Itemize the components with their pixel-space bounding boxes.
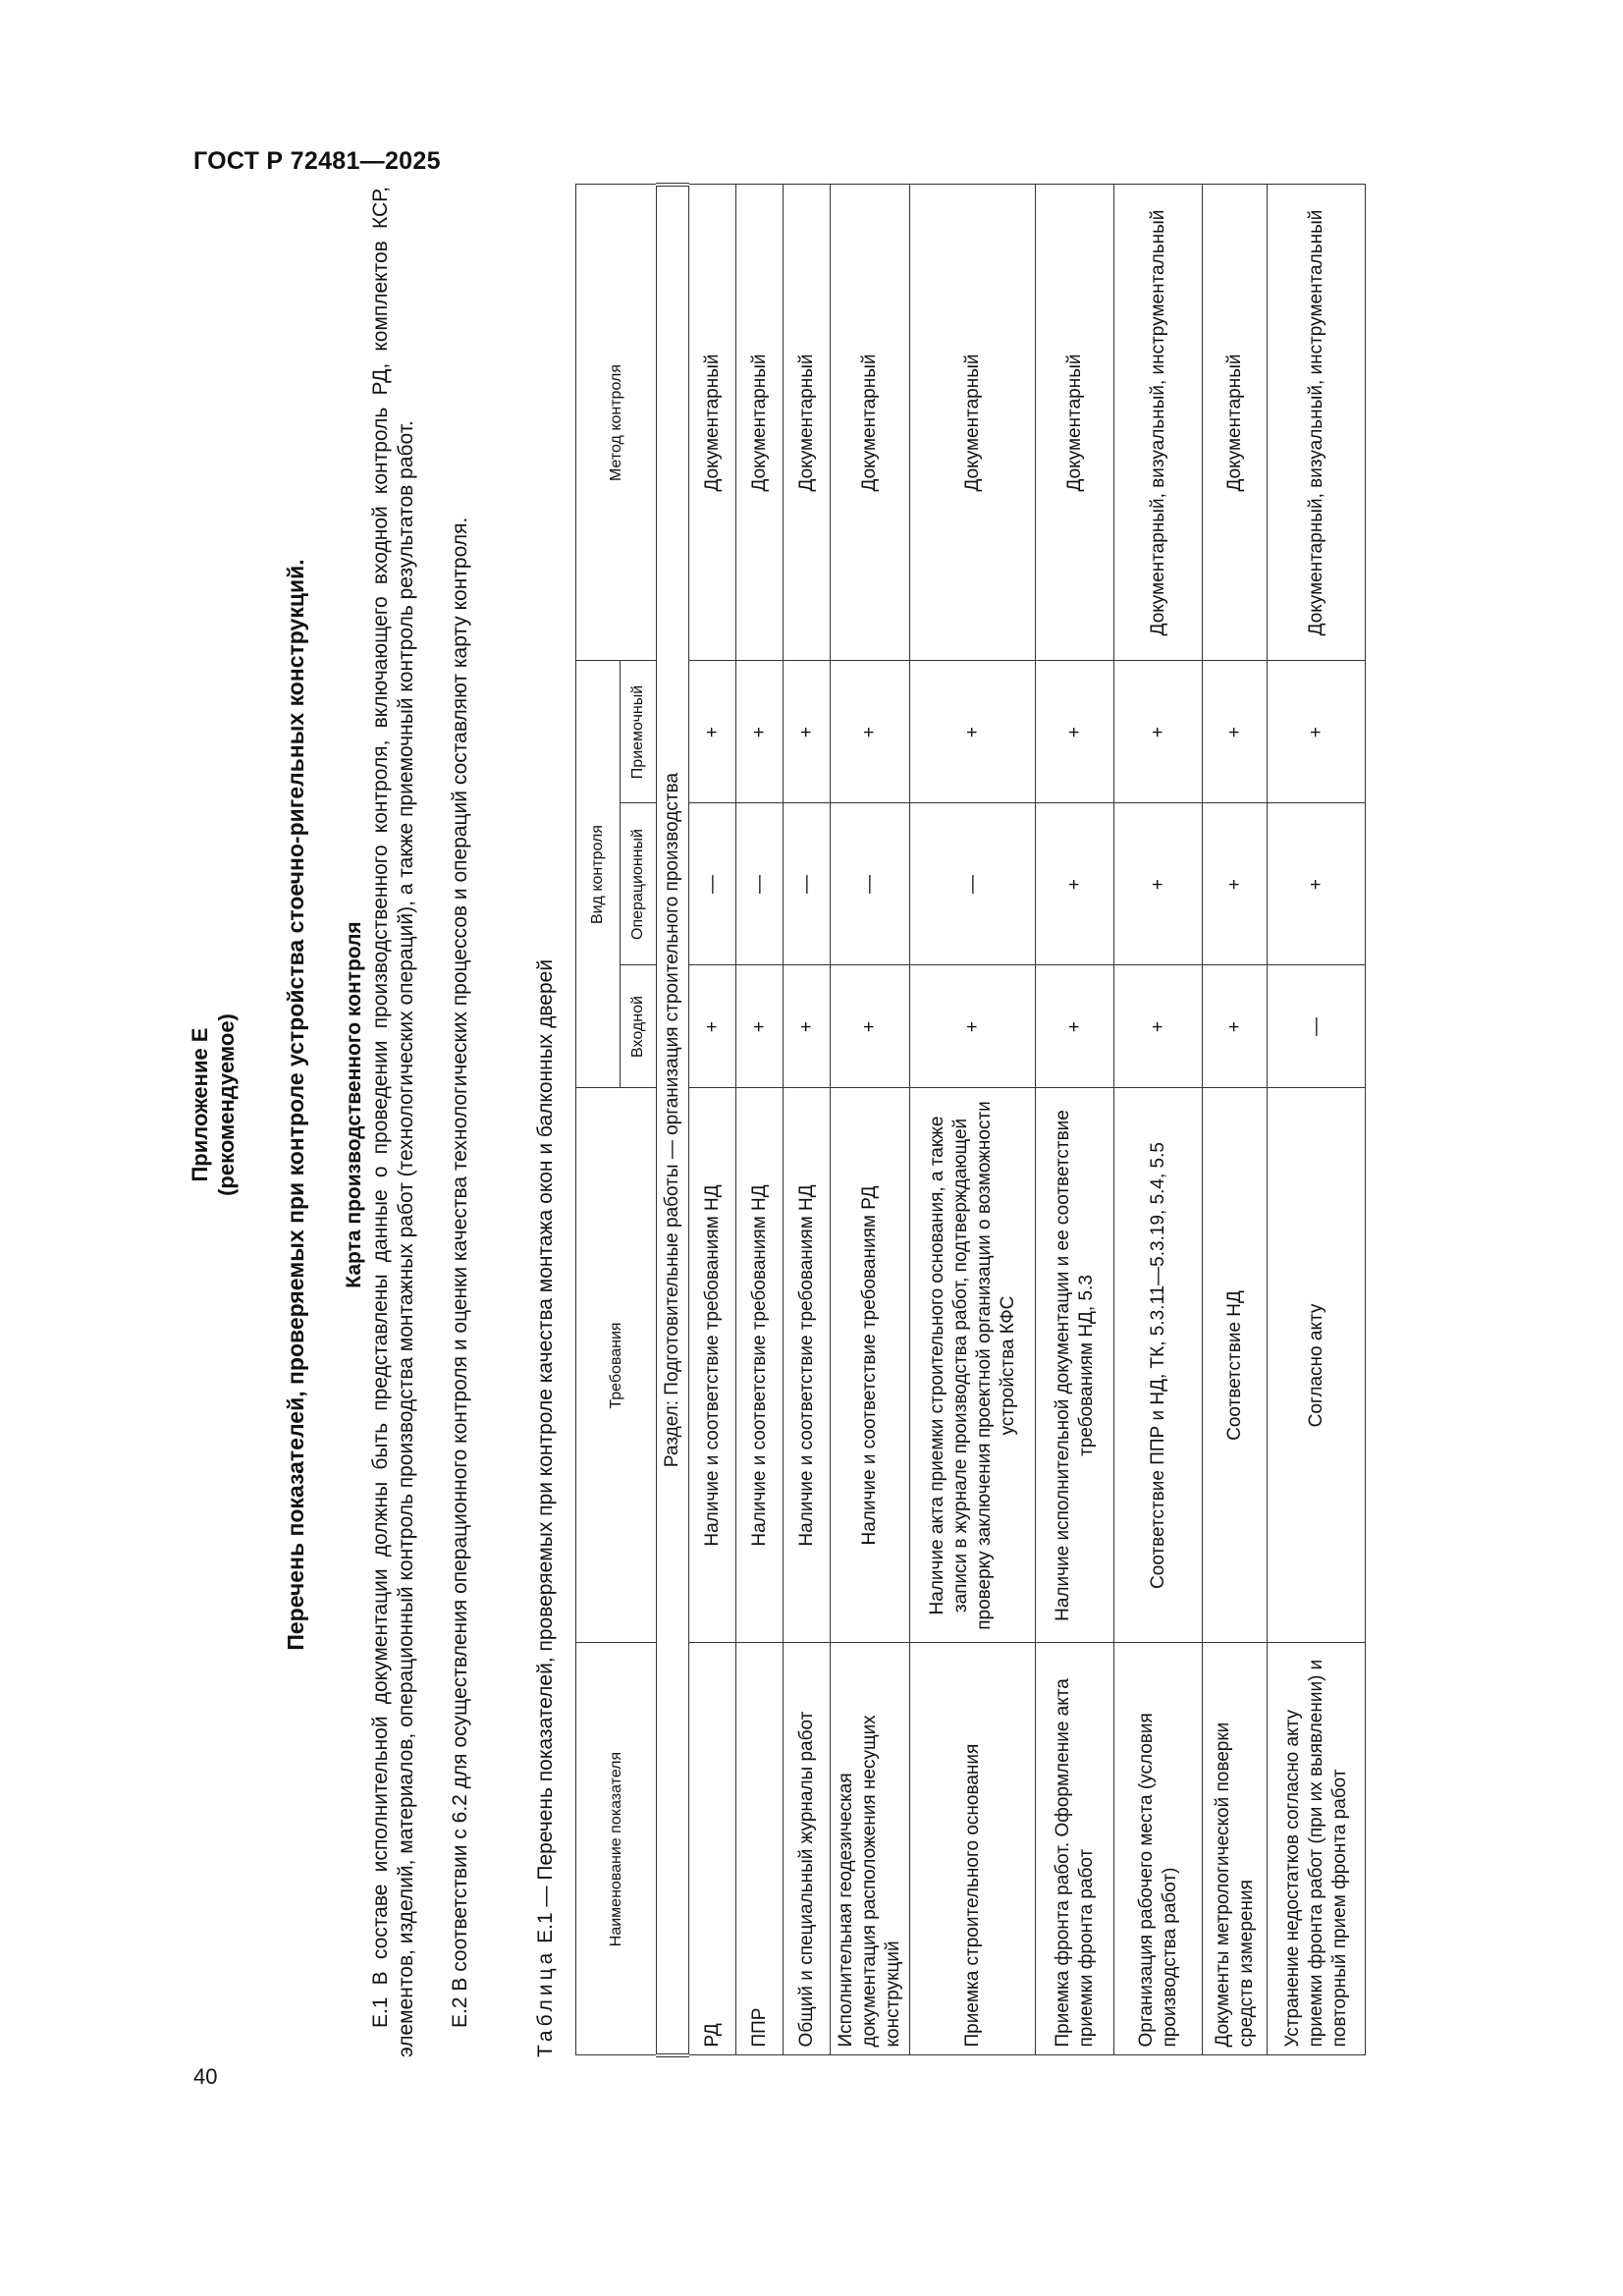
table-row [689,185,736,2055]
row-name: Документы метрологической поверки средств измерения [1203,1643,1268,2055]
table-row [910,185,1036,2055]
row-requirement: Наличие и соответствие требованиям НД [784,1088,831,1643]
row-name: Организация рабочего места (условия производства работ) [1114,1643,1203,2055]
header-name: Наименование показателя [576,1643,657,2055]
row-name: Приемка фронта работ. Оформление акта приемки фронта работ [1036,1643,1114,2055]
appendix-title: Приложение Е [188,1027,212,1182]
row-name: Устранение недостатков согласно акту приемки фронта работ (при их выявлении) и повторный прием фронта работ [1268,1643,1366,2055]
appendix-subtitle: (рекомендуемое) [214,1013,239,1196]
paragraph-e2-text: Е.2 В соответствии с 6.2 для осуществления операционного контроля и оценки качества технологических процессов и операций составляют карту контроля. [449,517,471,2028]
row-name: Приемка строительного основания [910,1643,1036,2055]
row-method: Документарный [1203,185,1268,661]
table-caption-word: Таблица [534,1948,557,2057]
row-input-mark: + [1203,965,1268,1088]
row-operational-mark: — [736,803,784,965]
rotated-content [187,142,1463,2067]
row-requirement: Наличие и соответствие требованиям НД [689,1088,736,1643]
row-method: Документарный [831,185,910,661]
header-input: Входной [621,965,657,1088]
table-caption-text: Е.1 — Перечень показателей, проверяемых при контроле качества монтажа окон и балконных дверей [534,958,557,1949]
header-method: Метод контроля [576,185,657,661]
row-method: Документарный [784,185,831,661]
table-row [831,185,910,2055]
section-row [657,185,689,2055]
row-requirement: Соответствие НД [1203,1088,1268,1643]
header-control-type: Вид контроля [576,661,621,1088]
row-name: ППР [736,1643,784,2055]
row-operational-mark: + [1114,803,1203,965]
row-requirement: Наличие акта приемки строительного основания, а также записи в журнале производства работ, подтверждающей проверку заключения проектной организации о возможности устройства КФС [910,1088,1036,1643]
row-input-mark: + [910,965,1036,1088]
row-name: РД [689,1643,736,2055]
row-operational-mark: + [1036,803,1114,965]
row-input-mark: + [1036,965,1114,1088]
row-operational-mark: — [689,803,736,965]
row-acceptance-mark: + [689,661,736,803]
control-table [575,183,1366,2057]
header-requirements: Требования [576,1088,657,1643]
row-method: Документарный, визуальный, инструментальный [1114,185,1203,661]
paragraph-e1-text: Е.1 В составе исполнительной документации должны быть представлены данные о проведении производственного контроля, включающего входной контроль РД, комплектов КСР, элементов, изделий, материалов, операционный контроль производства монтажных работ (технологических операций), а также приемочный контроль результатов работ. [369,187,417,2057]
table-row [736,185,784,2055]
document-header: ГОСТ Р 72481—2025 [193,147,441,175]
paragraph-e1 [368,187,419,2057]
row-method: Документарный [1036,185,1114,661]
row-acceptance-mark: + [1268,661,1366,803]
row-acceptance-mark: + [736,661,784,803]
table-caption [533,959,559,2057]
row-name: Исполнительная геодезическая документация расположения несущих конструкций [831,1643,910,2055]
row-method: Документарный [689,185,736,661]
header-acceptance: Приемочный [621,661,657,803]
row-acceptance-mark: + [1036,661,1114,803]
row-acceptance-mark: + [1203,661,1268,803]
section-title: Карта производственного контроля [343,921,365,1288]
row-input-mark: + [784,965,831,1088]
row-acceptance-mark: + [831,661,910,803]
page-number: 40 [193,2064,218,2089]
row-method: Документарный [910,185,1036,661]
table-row [784,185,831,2055]
table-row [1268,185,1366,2055]
row-operational-mark: + [1203,803,1268,965]
row-requirement: Соответствие ППР и НД, ТК, 5.3.11—5.3.19, 5.4, 5.5 [1114,1088,1203,1643]
row-requirement: Наличие исполнительной документации и ее соответствие требованиям НД, 5.3 [1036,1088,1114,1643]
section-label: Раздел: Подготовительные работы — организация строительного производства [657,185,689,2055]
row-input-mark: + [736,965,784,1088]
row-operational-mark: — [784,803,831,965]
row-method: Документарный [736,185,784,661]
row-acceptance-mark: + [910,661,1036,803]
paragraph-e2 [448,187,473,2057]
appendix-main-title: Перечень показателей, проверяемых при контроле устройства стоечно-ригельных конструкций. [283,559,308,1651]
row-requirement: Согласно акту [1268,1088,1366,1643]
row-method: Документарный, визуальный, инструментальный [1268,185,1366,661]
row-input-mark: + [1114,965,1203,1088]
table-row [1036,185,1114,2055]
table-row [1203,185,1268,2055]
row-name: Общий и специальный журналы работ [784,1643,831,2055]
row-operational-mark: + [1268,803,1366,965]
row-acceptance-mark: + [1114,661,1203,803]
row-requirement: Наличие и соответствие требованиям НД [736,1088,784,1643]
table-row [1114,185,1203,2055]
row-acceptance-mark: + [784,661,831,803]
row-operational-mark: — [910,803,1036,965]
row-operational-mark: — [831,803,910,965]
row-input-mark: — [1268,965,1366,1088]
row-input-mark: + [689,965,736,1088]
row-input-mark: + [831,965,910,1088]
header-operational: Операционный [621,803,657,965]
row-requirement: Наличие и соответствие требованиям РД [831,1088,910,1643]
